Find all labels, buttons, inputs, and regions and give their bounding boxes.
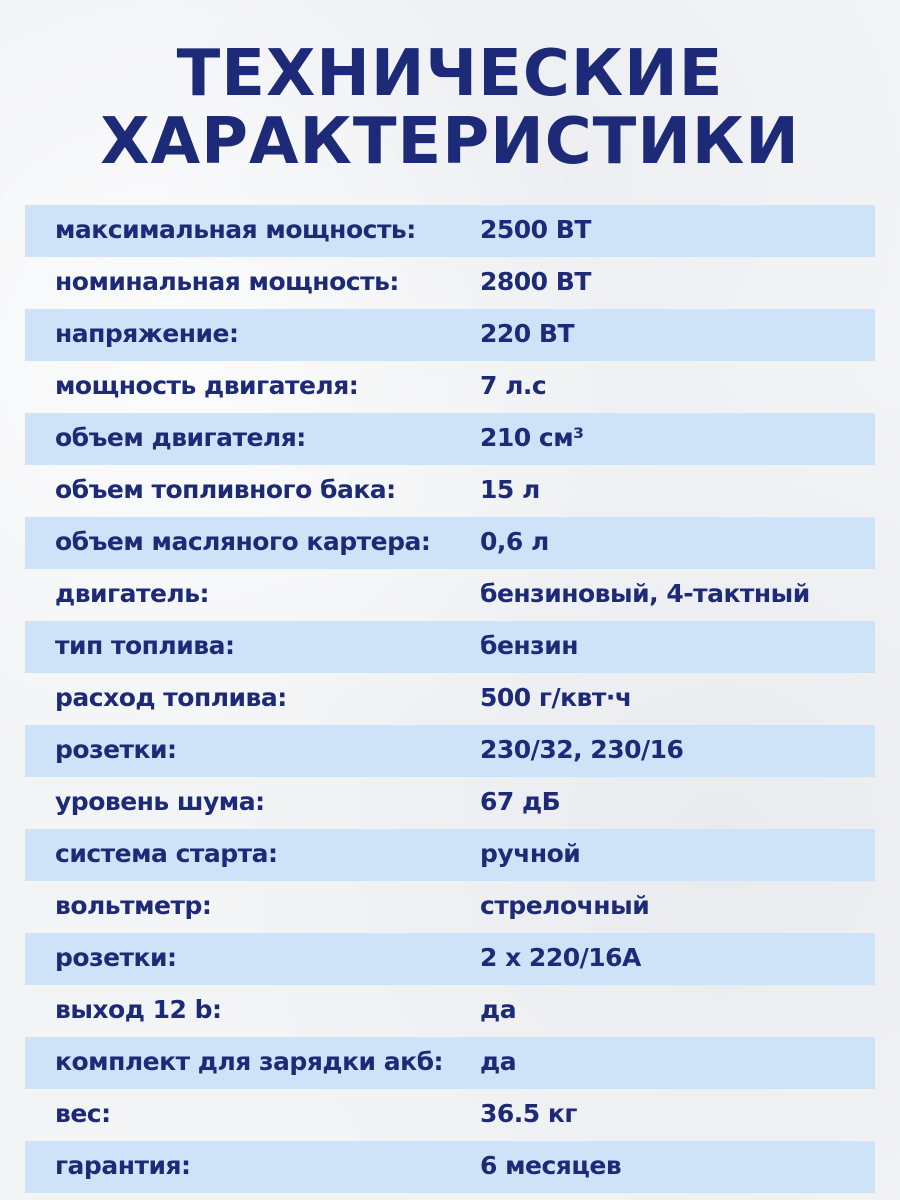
spec-value: 210 см³ — [480, 423, 584, 452]
spec-label: расход топлива: — [55, 683, 287, 712]
spec-label: уровень шума: — [55, 787, 265, 816]
spec-label: вес: — [55, 1099, 111, 1128]
spec-row — [25, 933, 875, 985]
spec-label: розетки: — [55, 943, 177, 972]
spec-value: да — [480, 995, 517, 1024]
spec-row — [25, 621, 875, 673]
spec-label: розетки: — [55, 735, 177, 764]
spec-row — [25, 1037, 875, 1089]
spec-row — [25, 673, 875, 725]
spec-row — [25, 725, 875, 777]
spec-label: максимальная мощность: — [55, 215, 416, 244]
spec-value: бензин — [480, 631, 579, 660]
spec-row — [25, 361, 875, 413]
spec-value: 230/32, 230/16 — [480, 735, 684, 764]
spec-value: да — [480, 1047, 517, 1076]
spec-label: комплект для зарядки акб: — [55, 1047, 444, 1076]
spec-row — [25, 517, 875, 569]
spec-label: номинальная мощность: — [55, 267, 399, 296]
spec-label: тип топлива: — [55, 631, 235, 660]
spec-row — [25, 829, 875, 881]
spec-row — [25, 777, 875, 829]
spec-value: 36.5 кг — [480, 1099, 577, 1128]
spec-label: система старта: — [55, 839, 278, 868]
spec-value: 6 месяцев — [480, 1151, 622, 1180]
spec-row — [25, 985, 875, 1037]
spec-row — [25, 205, 875, 257]
spec-label: вольтметр: — [55, 891, 212, 920]
spec-value: 7 л.с — [480, 371, 547, 400]
spec-label: объем масляного картера: — [55, 527, 431, 556]
spec-value: бензиновый, 4-тактный — [480, 579, 810, 608]
spec-row — [25, 569, 875, 621]
spec-row — [25, 1141, 875, 1193]
spec-value: 2500 ВТ — [480, 215, 591, 244]
spec-label: напряжение: — [55, 319, 239, 348]
spec-value: 500 г/квт·ч — [480, 683, 632, 712]
page-title-line-2: ХАРАКТЕРИСТИКИ — [100, 105, 800, 179]
spec-label: выход 12 b: — [55, 995, 222, 1024]
spec-value: 2800 ВТ — [480, 267, 591, 296]
spec-label: двигатель: — [55, 579, 210, 608]
spec-row — [25, 257, 875, 309]
spec-row — [25, 413, 875, 465]
spec-value: 0,6 л — [480, 527, 549, 556]
spec-label: объем двигателя: — [55, 423, 306, 452]
spec-value: 2 х 220/16А — [480, 943, 641, 972]
specs-table — [25, 205, 875, 1193]
spec-label: объем топливного бака: — [55, 475, 396, 504]
spec-value: ручной — [480, 839, 581, 868]
spec-row — [25, 309, 875, 361]
spec-value: 220 ВТ — [480, 319, 574, 348]
spec-row — [25, 465, 875, 517]
spec-row — [25, 1089, 875, 1141]
spec-row — [25, 881, 875, 933]
spec-value: 15 л — [480, 475, 540, 504]
page-title-line-1: ТЕХНИЧЕСКИЕ — [176, 37, 724, 111]
page-title — [0, 37, 900, 179]
spec-value: 67 дБ — [480, 787, 561, 816]
spec-value: стрелочный — [480, 891, 650, 920]
spec-label: мощность двигателя: — [55, 371, 359, 400]
spec-label: гарантия: — [55, 1151, 191, 1180]
